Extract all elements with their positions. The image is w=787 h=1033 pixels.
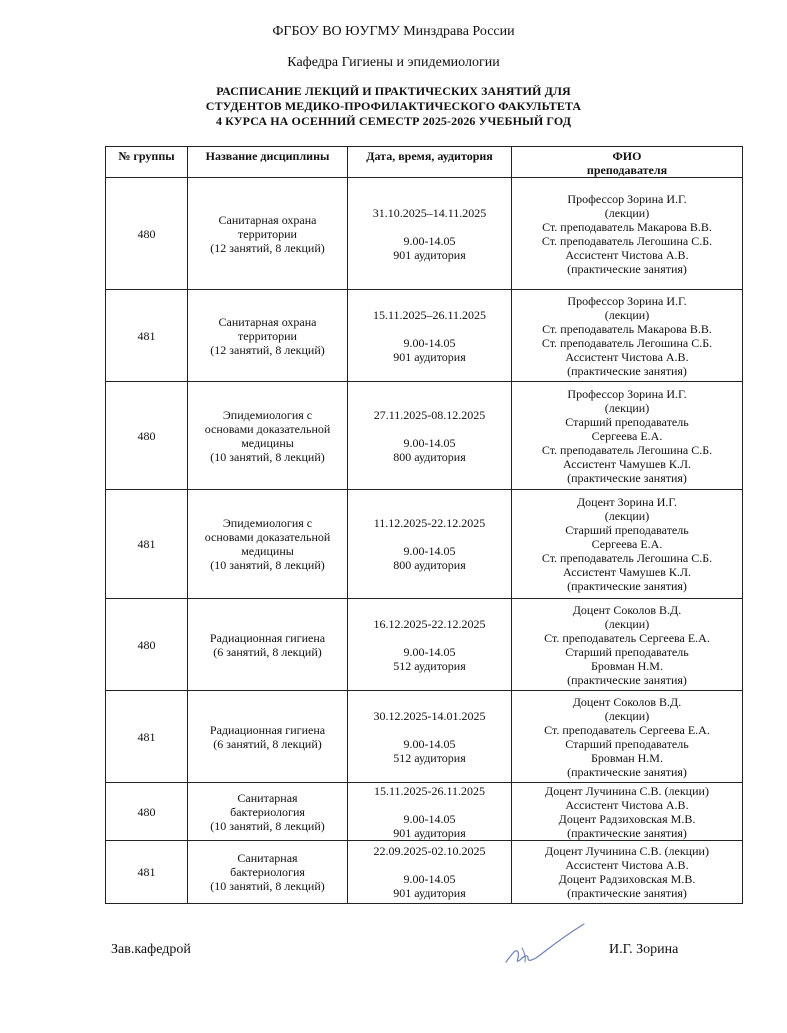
room: 901 аудитория [393, 247, 466, 262]
teacher-line: Профессор Зорина И.Г. [567, 191, 687, 206]
time-range: 9.00-14.05 [403, 435, 456, 450]
teacher-line: (практические занятия) [567, 825, 687, 840]
teacher-line: Ассистент Чамушев К.Л. [562, 565, 692, 579]
time-range: 9.00-14.05 [403, 736, 456, 751]
room: 800 аудитория [393, 558, 466, 572]
table-row [106, 382, 743, 490]
discipline-line: (10 занятий, 8 лекций) [210, 558, 325, 572]
teacher-line: Ассистент Чистова А.В. [565, 858, 689, 872]
discipline-line: (12 занятий, 8 лекций) [210, 342, 325, 357]
column-header-teacher [512, 147, 743, 178]
teacher-line: Сергеева Е.А. [591, 537, 663, 551]
spacer [352, 798, 507, 812]
discipline-cell [188, 783, 348, 841]
room: 512 аудитория [393, 750, 466, 765]
title-line: 4 КУРСА НА ОСЕННИЙ СЕМЕСТР 2025-2026 УЧЕБНЫЙ ГОД [215, 114, 572, 128]
teacher-cell [512, 290, 743, 382]
department-name: Кафедра Гигиены и эпидемиологии [287, 55, 500, 70]
teacher-line: (лекции) [604, 509, 650, 523]
discipline-line: (6 занятий, 8 лекций) [213, 736, 322, 751]
teacher-line: (практические занятия) [567, 470, 687, 485]
room: 512 аудитория [393, 658, 466, 673]
teacher-cell [512, 490, 743, 599]
group-number: 480 [106, 599, 188, 691]
discipline-line: медицины [241, 544, 294, 558]
discipline-line: (6 занятий, 8 лекций) [213, 644, 322, 659]
teacher-line: (лекции) [604, 400, 650, 415]
discipline-cell [188, 290, 348, 382]
discipline-line: Санитарная [237, 790, 298, 805]
table-row [106, 290, 743, 382]
date-range: 27.11.2025-08.12.2025 [373, 407, 486, 422]
spacer [352, 723, 507, 737]
time-range: 9.00-14.05 [403, 233, 456, 248]
date-range: 16.12.2025-22.12.2025 [373, 616, 486, 631]
teacher-line: Ассистент Чистова А.В. [565, 349, 689, 364]
teacher-line: (практические занятия) [567, 886, 687, 900]
teacher-line: Ст. преподаватель Сергеева Е.А. [544, 722, 710, 737]
teacher-line: Сергеева Е.А. [591, 428, 663, 443]
spacer [352, 530, 507, 544]
discipline-line: Эпидемиология с [222, 407, 313, 422]
teacher-line: (лекции) [604, 205, 650, 220]
discipline-line: бактериология [230, 804, 305, 819]
teacher-line: (практические занятия) [567, 764, 687, 779]
teacher-line: Доцент Лучинина С.В. (лекции) [545, 844, 709, 858]
teacher-line: Доцент Соколов В.Д. [572, 602, 682, 617]
discipline-cell [188, 178, 348, 290]
time-range: 9.00-14.05 [403, 335, 456, 350]
discipline-line: Радиационная гигиена [209, 630, 326, 645]
head-of-department-label: Зав.кафедрой [111, 942, 191, 957]
datetime-cell [348, 599, 512, 691]
spacer [352, 422, 507, 436]
date-range: 11.12.2025-22.12.2025 [373, 516, 486, 530]
group-number: 481 [106, 290, 188, 382]
teacher-line: Ассистент Чамушев К.Л. [562, 456, 692, 471]
time-range: 9.00-14.05 [403, 544, 456, 558]
date-range: 15.11.2025–26.11.2025 [372, 307, 487, 322]
signature [498, 918, 588, 974]
group-number: 481 [106, 490, 188, 599]
group-number: 481 [106, 841, 188, 904]
teacher-line: Ст. преподаватель Макарова В.В. [542, 321, 712, 336]
teacher-line: Доцент Лучинина С.В. (лекции) [545, 783, 709, 798]
teacher-line: Ст. преподаватель Легошина С.Б. [541, 551, 713, 565]
discipline-cell [188, 599, 348, 691]
spacer [352, 631, 507, 645]
date-range: 30.12.2025-14.01.2025 [373, 708, 486, 723]
discipline-line: территории [238, 226, 297, 241]
discipline-line: (10 занятий, 8 лекций) [210, 449, 325, 464]
table-row [106, 841, 743, 904]
table-row [106, 490, 743, 599]
column-header-datetime: Дата, время, аудитория [348, 147, 512, 178]
teacher-cell [512, 382, 743, 490]
teacher-cell [512, 783, 743, 841]
room: 901 аудитория [393, 886, 466, 900]
discipline-line: территории [238, 328, 297, 343]
teacher-line: Ст. преподаватель Макарова В.В. [542, 219, 712, 234]
teacher-line: Старший преподаватель [565, 523, 689, 537]
group-number: 480 [106, 382, 188, 490]
table-row [106, 783, 743, 841]
group-number: 481 [106, 691, 188, 783]
head-of-department-name: И.Г. Зорина [609, 942, 679, 957]
column-header-group: № группы [106, 147, 188, 178]
teacher-line: (практические занятия) [567, 579, 687, 593]
teacher-line: (лекции) [604, 708, 650, 723]
datetime-cell [348, 382, 512, 490]
teacher-line: Доцент Радзиховская М.В. [558, 872, 696, 886]
title-line: СТУДЕНТОВ МЕДИКО-ПРОФИЛАКТИЧЕСКОГО ФАКУЛЬТЕТА [205, 99, 582, 113]
discipline-cell [188, 841, 348, 904]
teacher-line: Старший преподаватель [565, 644, 689, 659]
table-row [106, 599, 743, 691]
spacer [352, 220, 507, 234]
teacher-cell [512, 841, 743, 904]
datetime-cell [348, 841, 512, 904]
time-range: 9.00-14.05 [403, 811, 456, 826]
teacher-cell [512, 599, 743, 691]
teacher-line: Профессор Зорина И.Г. [567, 293, 687, 308]
discipline-line: Санитарная [237, 851, 298, 865]
document-title [0, 84, 787, 129]
column-header-teacher-line: ФИО [612, 149, 642, 163]
teacher-line: Ст. преподаватель Легошина С.Б. [541, 335, 713, 350]
discipline-cell [188, 691, 348, 783]
teacher-line: Ассистент Чистова А.В. [565, 247, 689, 262]
discipline-line: (10 занятий, 8 лекций) [210, 879, 325, 893]
discipline-cell [188, 382, 348, 490]
datetime-cell [348, 290, 512, 382]
teacher-line: (практические занятия) [567, 672, 687, 687]
date-range: 15.11.2025-26.11.2025 [373, 783, 486, 798]
title-line: РАСПИСАНИЕ ЛЕКЦИЙ И ПРАКТИЧЕСКИХ ЗАНЯТИЙ ДЛЯ [216, 84, 571, 98]
teacher-line: Бровман Н.М. [591, 750, 663, 765]
group-number: 480 [106, 783, 188, 841]
teacher-line: (практические занятия) [567, 261, 687, 276]
discipline-line: Эпидемиология с [222, 516, 313, 530]
datetime-cell [348, 490, 512, 599]
discipline-line: основами доказательной [204, 530, 331, 544]
table-row [106, 178, 743, 290]
discipline-line: (12 занятий, 8 лекций) [210, 240, 325, 255]
teacher-line: Старший преподаватель [565, 736, 689, 751]
teacher-line: Профессор Зорина И.Г. [567, 386, 687, 401]
teacher-line: Доцент Соколов В.Д. [572, 694, 682, 709]
discipline-line: (10 занятий, 8 лекций) [210, 818, 325, 833]
teacher-line: Ст. преподаватель Легошина С.Б. [541, 233, 713, 248]
datetime-cell [348, 691, 512, 783]
room: 901 аудитория [393, 825, 466, 840]
discipline-line: основами доказательной [204, 421, 331, 436]
teacher-line: Ст. преподаватель Сергеева Е.А. [544, 630, 710, 645]
discipline-cell [188, 490, 348, 599]
time-range: 9.00-14.05 [403, 872, 456, 886]
table-body [106, 178, 743, 904]
date-range: 22.09.2025-02.10.2025 [373, 844, 486, 858]
discipline-line: Санитарная охрана [218, 314, 317, 329]
teacher-line: (лекции) [604, 616, 650, 631]
datetime-cell [348, 783, 512, 841]
teacher-line: Ассистент Чистова А.В. [565, 797, 689, 812]
datetime-cell [348, 178, 512, 290]
teacher-line: (практические занятия) [567, 363, 687, 378]
teacher-line: Доцент Зорина И.Г. [576, 495, 678, 509]
room: 901 аудитория [393, 349, 466, 364]
discipline-line: медицины [241, 435, 294, 450]
discipline-line: бактериология [230, 865, 305, 879]
date-range: 31.10.2025–14.11.2025 [372, 205, 487, 220]
table-row [106, 691, 743, 783]
teacher-cell [512, 691, 743, 783]
teacher-line: Бровман Н.М. [591, 658, 663, 673]
teacher-line: Старший преподаватель [565, 414, 689, 429]
teacher-line: Доцент Радзиховская М.В. [558, 811, 696, 826]
teacher-cell [512, 178, 743, 290]
table-header-row [106, 147, 743, 178]
schedule-table [105, 146, 743, 904]
spacer [352, 322, 507, 336]
column-header-teacher-line: преподавателя [586, 163, 668, 177]
discipline-line: Радиационная гигиена [209, 722, 326, 737]
discipline-line: Санитарная охрана [218, 212, 317, 227]
group-number: 480 [106, 178, 188, 290]
teacher-line: (лекции) [604, 307, 650, 322]
time-range: 9.00-14.05 [403, 644, 456, 659]
spacer [352, 858, 507, 872]
room: 800 аудитория [393, 449, 466, 464]
org-name: ФГБОУ ВО ЮУГМУ Минздрава России [272, 24, 515, 39]
column-header-discipline: Название дисциплины [188, 147, 348, 178]
teacher-line: Ст. преподаватель Легошина С.Б. [541, 442, 713, 457]
